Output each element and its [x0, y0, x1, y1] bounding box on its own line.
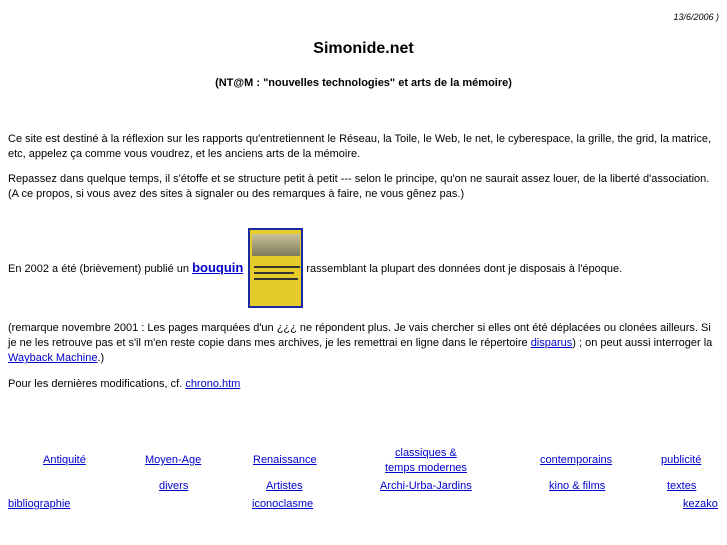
nav-bibliographie-link[interactable]: bibliographie [8, 498, 71, 510]
chrono-text: Pour les dernières modifications, cf. [8, 378, 186, 390]
nav-contemporains-link[interactable]: contemporains [540, 454, 613, 466]
book-text-after: rassemblant la plupart des données dont je disposais à l'époque. [303, 263, 623, 275]
remark-text-2: ) ; on peut aussi interroger la [572, 337, 713, 349]
book-text-before: En 2002 a été (brièvement) publié un [8, 263, 193, 275]
book-cover-image[interactable] [248, 228, 303, 308]
remark-text-1: (remarque novembre 2001 : Les pages marquées d'un ¿¿¿ ne répondent plus. Je vais chercher si elles ont été déplacées ou clonées ailleurs. Si je ne les retrouve pas et s'il m'en reste copie dans mes archives, je les remettrai en ligne dans le répertoire [8, 322, 711, 349]
repassez-text: Repassez dans quelque temps, il s'étoffe et se structure petit à petit --- selon le principe, qu'on ne saurait assez louer, de la liberté d'association. [8, 173, 710, 185]
nav-publicite-link[interactable]: publicité [661, 454, 702, 466]
cover-title-line [254, 266, 300, 268]
page-title: Simonide.net [313, 40, 414, 57]
intro-paragraph: Ce site est destiné à la réflexion sur les rapports qu'entretiennent le Réseau, la Toile, le Web, le net, le cyberespace, la grille, the grid, la matrice, etc, appelez ça comme vous voudrez, et les anciens arts de la mémoire. [8, 133, 712, 160]
cover-photo [252, 234, 300, 256]
nav-artistes-link[interactable]: Artistes [266, 480, 303, 492]
nav-antiquite-link[interactable]: Antiquité [43, 454, 86, 466]
cover-title-line [254, 278, 298, 280]
chrono-link[interactable]: chrono.htm [185, 378, 241, 390]
date-stamp: 13/6/2006 ) [673, 12, 719, 22]
apropos-text: (A ce propos, si vous avez des sites à signaler ou des remarques à faire, ne vous gênez pas.) [8, 188, 465, 200]
cover-title-line [254, 272, 294, 274]
nav-kezako-link[interactable]: kezako [683, 498, 718, 510]
disparus-link[interactable]: disparus [530, 337, 573, 349]
update-paragraph [8, 172, 718, 202]
nav-divers-link[interactable]: divers [159, 480, 189, 492]
nav-iconoclasme-link[interactable]: iconoclasme [252, 498, 314, 510]
nav-temps-modernes-link[interactable]: temps modernes [385, 462, 467, 474]
book-link[interactable]: bouquin [192, 260, 244, 275]
nav-classiques-link[interactable]: classiques & [395, 447, 457, 459]
remark-text-3: .) [97, 352, 105, 364]
nav-archi-urba-jardins-link[interactable]: Archi-Urba-Jardins [380, 480, 472, 492]
remark-paragraph [8, 321, 718, 366]
nav-kino-films-link[interactable]: kino & films [549, 480, 606, 492]
wayback-machine-link[interactable]: Wayback Machine [8, 352, 98, 364]
page-subtitle: (NT@M : "nouvelles technologies" et arts de la mémoire) [215, 77, 512, 89]
nav-textes-link[interactable]: textes [667, 480, 697, 492]
nav-moyen-age-link[interactable]: Moyen-Age [145, 454, 202, 466]
book-paragraph [8, 260, 718, 277]
nav-renaissance-link[interactable]: Renaissance [253, 454, 317, 466]
chrono-paragraph [8, 377, 718, 392]
